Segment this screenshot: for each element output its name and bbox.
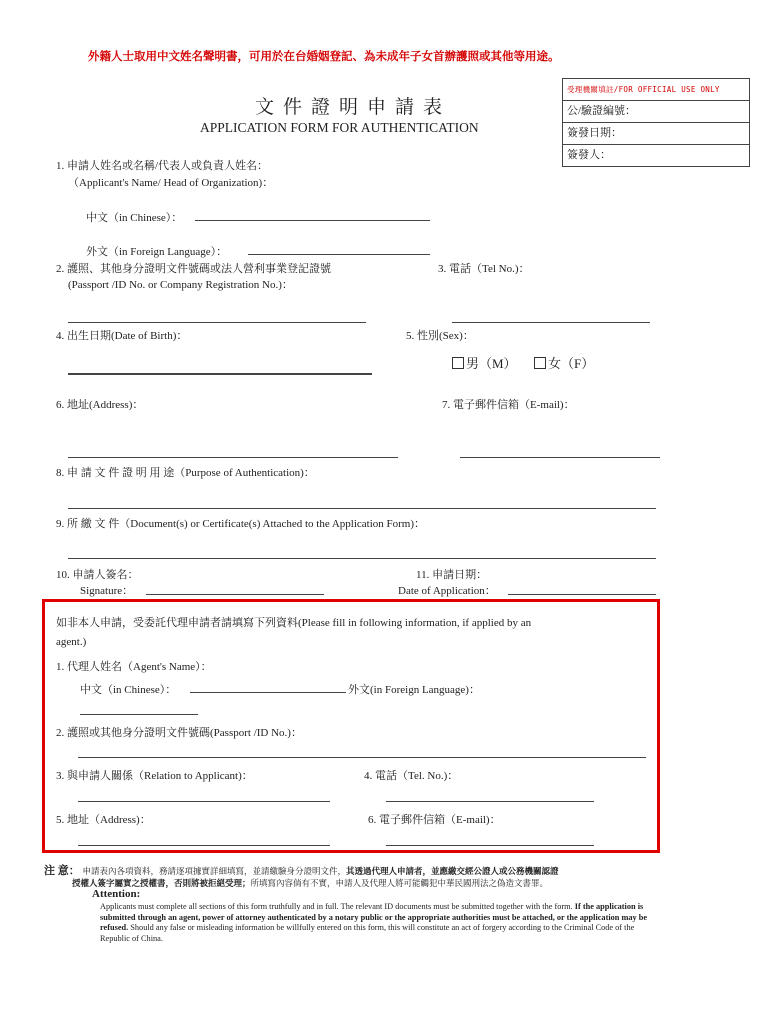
female-checkbox[interactable] xyxy=(534,357,546,369)
foreign-name-input[interactable] xyxy=(248,254,430,255)
notes-line2-bold: 授權人簽字屬實之授權書，否則將被拒絕受理； xyxy=(72,878,251,888)
documents-attached-label: 9. 所 繳 文 件（Document(s) or Certificate(s) Attached to the Application Form)： xyxy=(56,518,426,530)
form-title-english: APPLICATION FORM FOR AUTHENTICATION xyxy=(200,120,479,135)
application-date-sublabel: Date of Application： xyxy=(398,585,496,597)
attention-heading: Attention: xyxy=(92,888,141,900)
agent-passport-input[interactable] xyxy=(78,757,646,758)
notes-block xyxy=(44,862,559,878)
sex-label: 5. 性別(Sex)： xyxy=(406,330,474,342)
tel-input[interactable] xyxy=(452,322,650,323)
agent-foreign-name-label: 外文(in Foreign Language)： xyxy=(348,684,480,696)
agent-chinese-name-input[interactable] xyxy=(190,692,346,693)
male-checkbox[interactable] xyxy=(452,357,464,369)
attention-part1: Applicants must complete all sections of this form truthfully and in full. The relevant ID documents must be submitted together with the form. xyxy=(100,902,573,911)
applicant-name-label: 1. 申請人姓名或名稱/代表人或負責人姓名： xyxy=(56,160,269,172)
signature-sublabel: Signature： xyxy=(80,585,134,597)
address-input[interactable] xyxy=(68,457,398,458)
agent-email-label: 6. 電子郵件信箱（E-mail)： xyxy=(368,814,501,826)
agent-passport-label: 2. 護照或其他身分證明文件號碼(Passport /ID No.)： xyxy=(56,727,302,739)
notes-line1-bold: 其透過代理人申請者，並應繳交經公證人或公務機關認證 xyxy=(346,866,559,876)
address-label: 6. 地址(Address)： xyxy=(56,399,144,411)
issue-date-field: 簽發日期： xyxy=(563,122,749,144)
agent-name-label: 1. 代理人姓名（Agent's Name）： xyxy=(56,661,212,673)
application-date-label: 11. 申請日期： xyxy=(416,569,488,581)
agent-foreign-name-input[interactable] xyxy=(80,714,198,715)
attention-body xyxy=(100,902,666,944)
agent-chinese-name-label: 中文（in Chinese）： xyxy=(80,684,177,696)
applicant-name-sublabel: （Applicant's Name/ Head of Organization)： xyxy=(68,177,274,189)
date-of-birth-input[interactable] xyxy=(68,373,372,375)
attention-part2-bold: If the application is submitted through an agent, power of attorney authenticated by a notary public or the appropriate authorities must be attached, or the application may be refused. xyxy=(100,902,648,932)
signature-label: 10. 申請人簽名： xyxy=(56,569,139,581)
email-input[interactable] xyxy=(460,457,660,458)
agent-relation-input[interactable] xyxy=(78,801,330,802)
foreign-name-label: 外文（in Foreign Language）： xyxy=(86,246,228,258)
issuer-field: 簽發人： xyxy=(563,144,749,166)
agent-email-input[interactable] xyxy=(386,845,594,846)
chinese-name-label: 中文（in Chinese）： xyxy=(86,212,183,224)
notes-line1-normal: 申請表內各項資料，務請逐項據實詳細填寫，並請繳驗身分證明文件， xyxy=(82,866,347,876)
application-date-input[interactable] xyxy=(508,594,656,595)
official-use-header: 受理機關填註/FOR OFFICIAL USE ONLY xyxy=(567,85,720,94)
signature-input[interactable] xyxy=(146,594,324,595)
female-label: 女（F） xyxy=(548,356,595,371)
notes-line2-normal: 所填寫內容倘有不實，申請人及代理人將可能觸犯中華民國刑法之偽造文書罪。 xyxy=(250,878,549,888)
agent-address-label: 5. 地址（Address)： xyxy=(56,814,151,826)
purpose-label: 8. 申 請 文 件 證 明 用 途（Purpose of Authentication)： xyxy=(56,467,315,479)
sex-male-option[interactable] xyxy=(452,353,517,372)
chinese-name-input[interactable] xyxy=(195,220,430,221)
email-label: 7. 電子郵件信箱（E-mail)： xyxy=(442,399,575,411)
purpose-input[interactable] xyxy=(68,508,656,509)
notes-line2 xyxy=(72,877,548,889)
tel-label: 3. 電話（Tel No.)： xyxy=(438,263,530,275)
agent-intro-line1: 如非本人申請，受委託代理申請者請填寫下列資料(Please fill in following information, if applied by an xyxy=(56,617,532,629)
notes-heading: 注 意： xyxy=(44,865,80,877)
official-use-box xyxy=(562,78,750,167)
passport-id-label: 2. 護照、其他身分證明文件號碼或法人營利事業登記證號 xyxy=(56,263,331,275)
agent-address-input[interactable] xyxy=(78,845,330,846)
agent-tel-label: 4. 電話（Tel. No.)： xyxy=(364,770,459,782)
passport-id-input[interactable] xyxy=(68,322,366,323)
usage-notice: 外籍人士取用中文姓名聲明書，可用於在台婚姻登記、為未成年子女首辦護照或其他等用途。 xyxy=(88,51,560,63)
agent-relation-label: 3. 與申請人關係（Relation to Applicant)： xyxy=(56,770,253,782)
attention-part3: Should any false or misleading information be willfully entered on this form, this will constitute an act of forgery according to the Criminal Code of the Republic of China. xyxy=(100,923,635,943)
date-of-birth-label: 4. 出生日期(Date of Birth)： xyxy=(56,330,188,342)
male-label: 男（M） xyxy=(466,356,517,371)
agent-tel-input[interactable] xyxy=(386,801,594,802)
documents-attached-input[interactable] xyxy=(68,558,656,559)
form-title-chinese: 文件證明申請表 xyxy=(255,97,452,118)
sex-female-option[interactable] xyxy=(534,353,594,372)
agent-intro-line2: agent.) xyxy=(56,636,87,648)
passport-id-sublabel: (Passport /ID No. or Company Registration No.)： xyxy=(68,279,293,291)
verification-number-field: 公/驗證編號： xyxy=(563,100,749,122)
